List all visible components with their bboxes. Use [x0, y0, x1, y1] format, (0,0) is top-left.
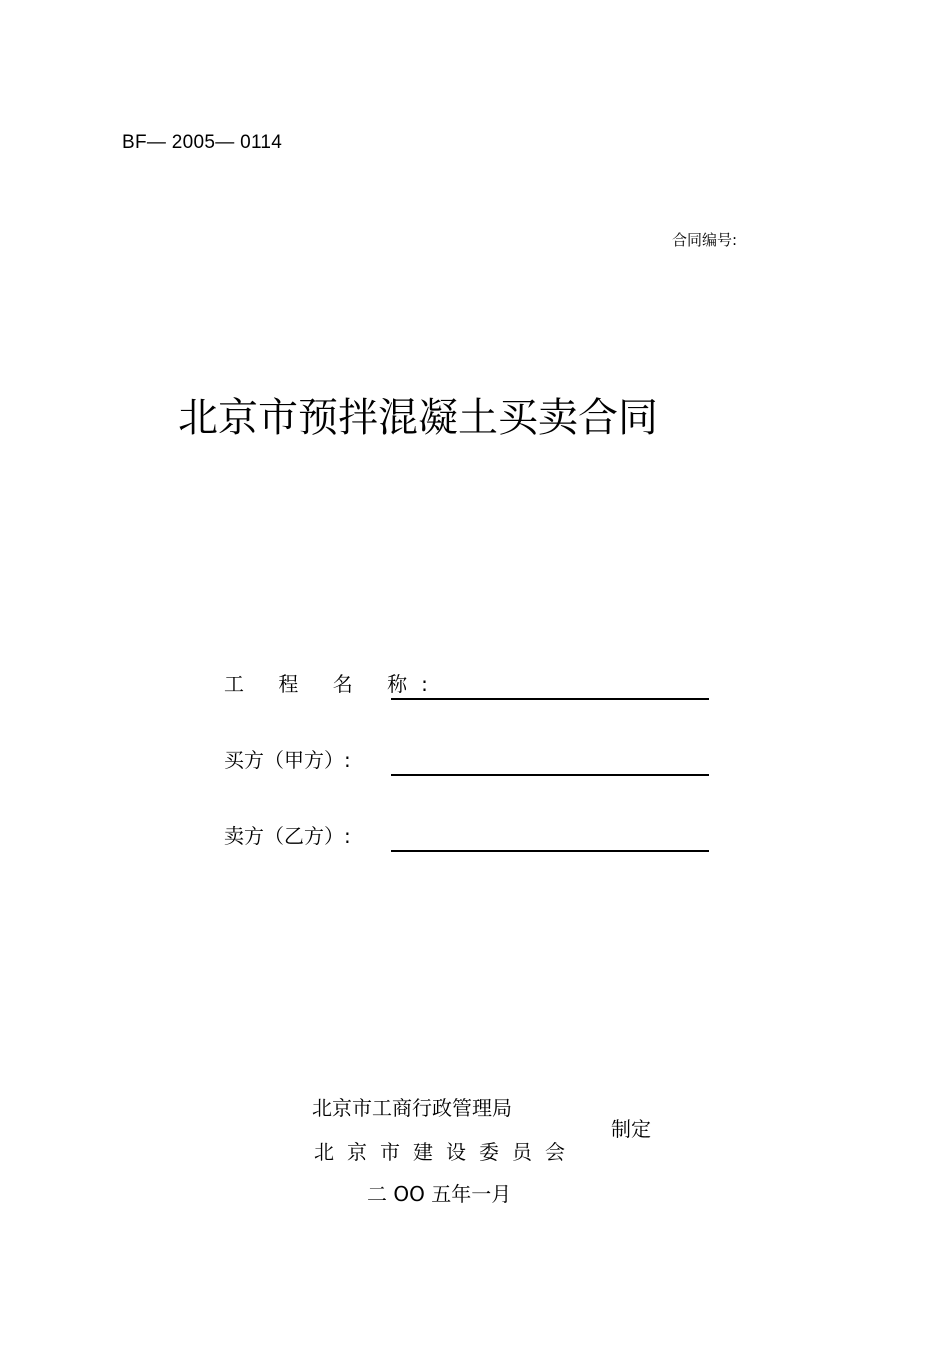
contract-number-label: 合同编号: — [672, 231, 738, 249]
seller-blank-line — [391, 850, 709, 852]
project-name-blank-line — [391, 698, 709, 700]
seller-label: 卖方（乙方）: — [224, 824, 351, 848]
made-by-label: 制定 — [611, 1117, 651, 1141]
issuer-construction-commission: 北京市建设委员会 — [314, 1140, 578, 1164]
seller-field — [224, 820, 714, 854]
buyer-field — [224, 744, 714, 778]
issue-date: 二 OO 五年一月 — [367, 1182, 512, 1206]
project-name-field — [224, 668, 714, 702]
document-code: BF— 2005— 0114 — [122, 132, 283, 153]
page-title: 北京市预拌混凝土买卖合同 — [178, 394, 658, 441]
buyer-label: 买方（甲方）: — [224, 748, 351, 772]
issuer-industry-commerce-bureau: 北京市工商行政管理局 — [312, 1096, 512, 1120]
buyer-blank-line — [391, 774, 709, 776]
project-name-label: 工 程 名 称: — [224, 672, 442, 696]
